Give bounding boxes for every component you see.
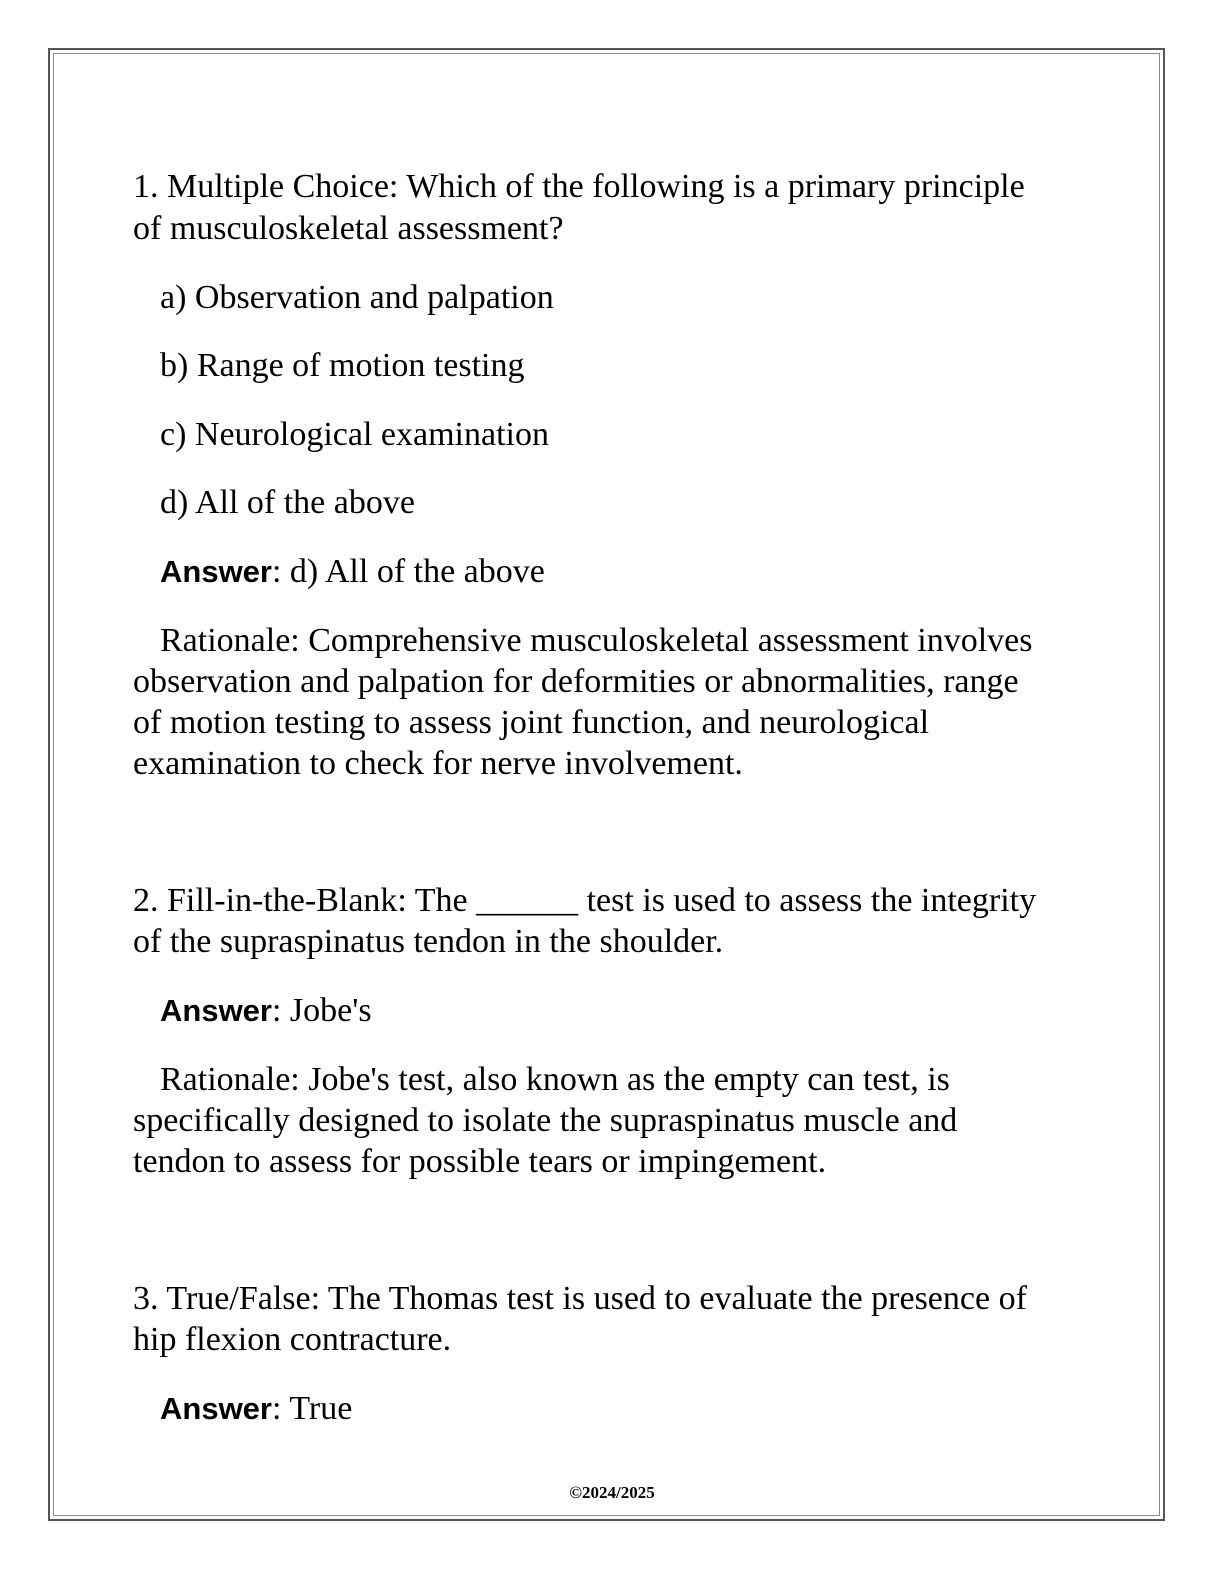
- question-1-prompt-line-2: of musculoskeletal assessment?: [133, 210, 564, 247]
- answer-label: Answer: [160, 554, 272, 589]
- question-3-prompt-line-1: 3. True/False: The Thomas test is used to evaluate the presence of: [133, 1280, 1027, 1317]
- question-1-answer: [160, 551, 545, 592]
- answer-label: Answer: [160, 993, 272, 1028]
- question-1-rationale-line-2: observation and palpation for deformities or abnormalities, range: [133, 663, 1019, 700]
- question-1-option-c: c) Neurological examination: [160, 416, 549, 453]
- question-3-answer: [160, 1388, 352, 1429]
- question-1-rationale-line-4: examination to check for nerve involvement.: [133, 745, 743, 782]
- question-1-rationale-line-1: Rationale: Comprehensive musculoskeletal assessment involves: [160, 622, 1033, 659]
- question-2-rationale-line-1: Rationale: Jobe's test, also known as the empty can test, is: [160, 1061, 950, 1098]
- footer-copyright: ©2024/2025: [569, 1483, 655, 1502]
- question-1-prompt-line-1: 1. Multiple Choice: Which of the following is a primary principle: [133, 168, 1025, 205]
- question-1-option-b: b) Range of motion testing: [160, 347, 525, 384]
- question-1-option-a: a) Observation and palpation: [160, 279, 554, 316]
- question-2-prompt-line-1: 2. Fill-in-the-Blank: The ______ test is used to assess the integrity: [133, 882, 1037, 919]
- question-3-prompt-line-2: hip flexion contracture.: [133, 1321, 452, 1358]
- question-2-prompt-line-2: of the supraspinatus tendon in the shoulder.: [133, 923, 724, 960]
- answer-value: : d) All of the above: [271, 553, 545, 590]
- question-2-answer: [160, 990, 372, 1031]
- question-2-rationale-line-2: specifically designed to isolate the supraspinatus muscle and: [133, 1102, 958, 1139]
- question-1-rationale-line-3: of motion testing to assess joint function, and neurological: [133, 704, 930, 741]
- answer-value: : Jobe's: [271, 992, 372, 1029]
- answer-label: Answer: [160, 1391, 272, 1426]
- question-2-rationale-line-3: tendon to assess for possible tears or impingement.: [133, 1143, 827, 1180]
- question-1-option-d: d) All of the above: [160, 484, 415, 521]
- answer-value: : True: [271, 1390, 353, 1427]
